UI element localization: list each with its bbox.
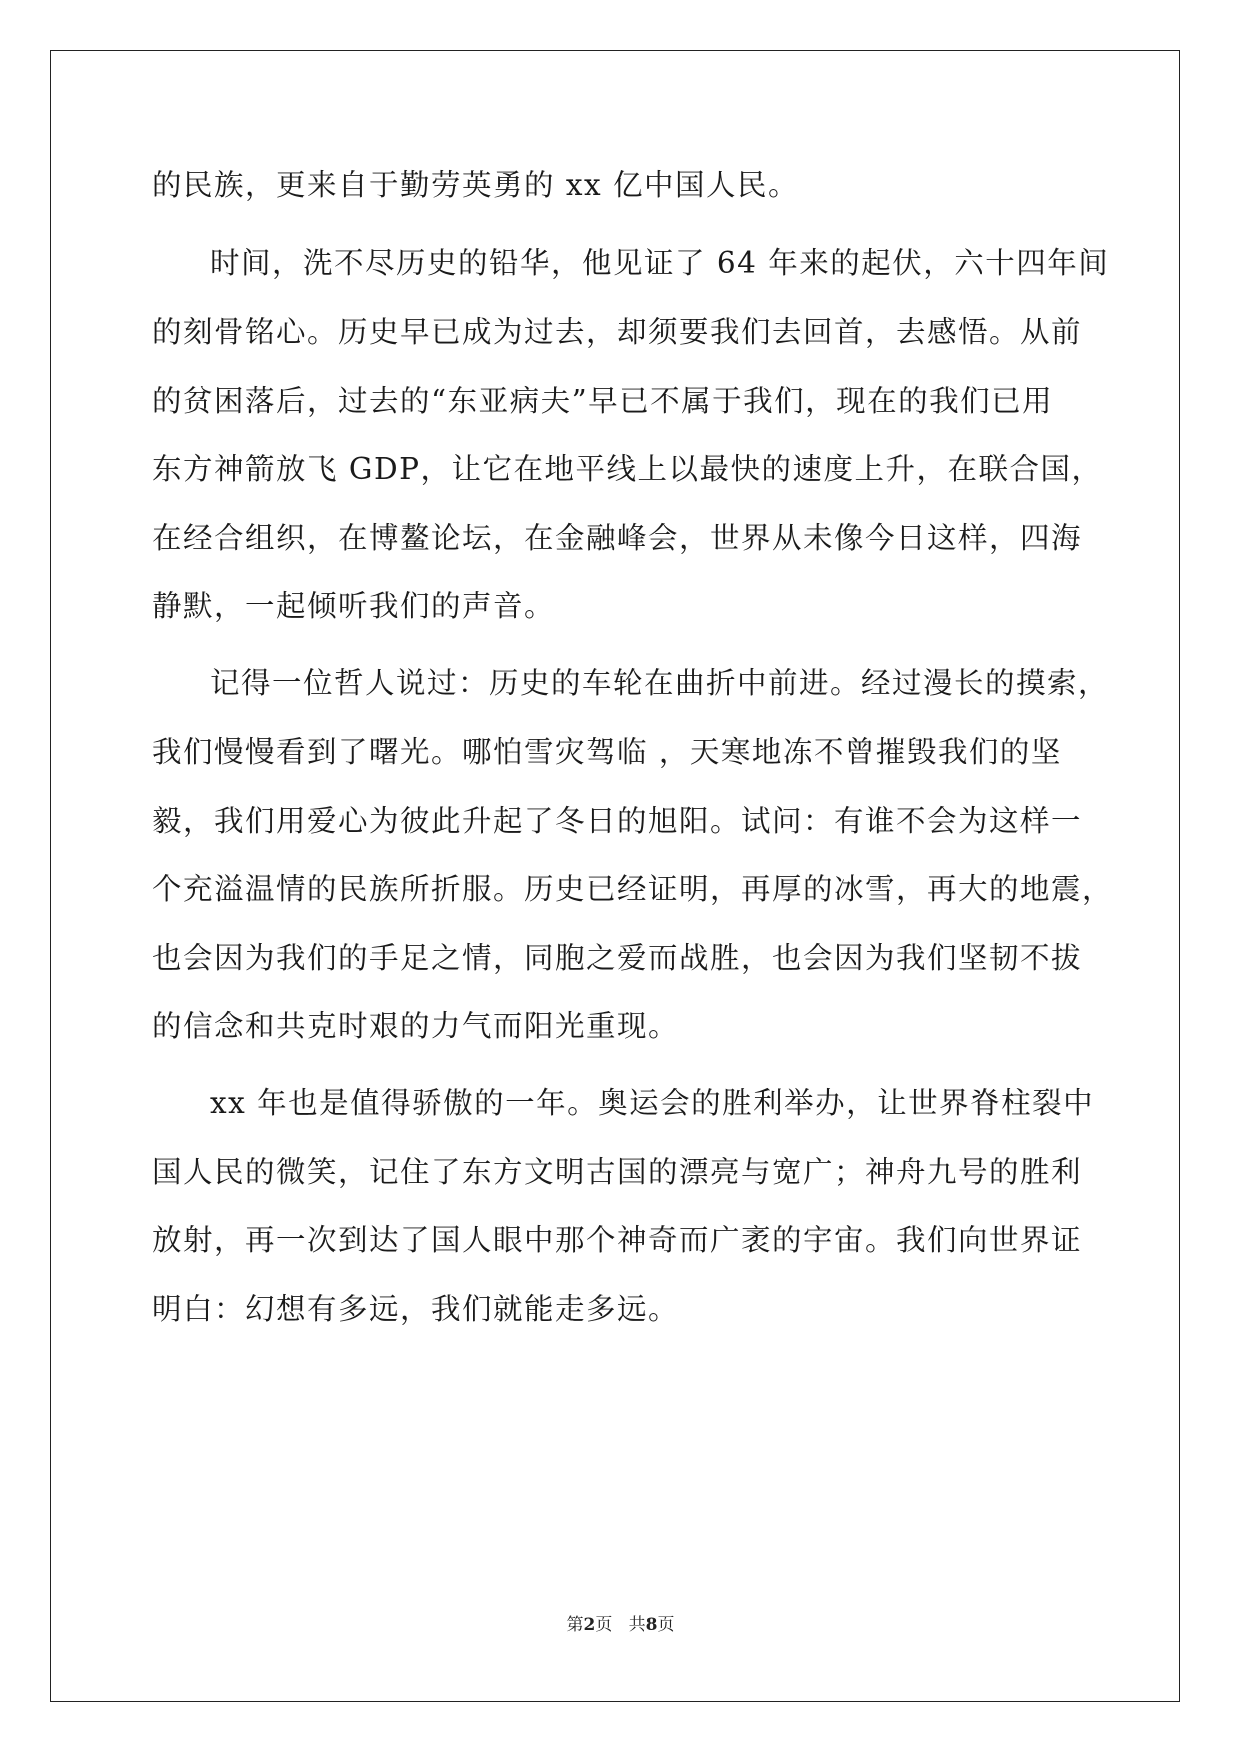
text-line: 个充溢温情的民族所折服。历史已经证明，再厚的冰雪，再大的地震，	[152, 872, 1114, 906]
text-line: 毅，我们用爱心为彼此升起了冬日的旭阳。试问：有谁不会为这样一	[152, 804, 1083, 838]
page-footer	[0, 1610, 1241, 1635]
text-line: 时间，洗不尽历史的铅华，他见证了 64 年来的起伏，六十四年间	[210, 246, 1110, 280]
text-line: 的信念和共克时艰的力气而阳光重现。	[152, 1009, 680, 1043]
footer-total-prefix: 共	[628, 1615, 646, 1635]
text-line: 放射，再一次到达了国人眼中那个神奇而广袤的宇宙。我们向世界证	[152, 1223, 1083, 1257]
text-line: 在经合组织，在博鳌论坛，在金融峰会，世界从未像今日这样，四海	[152, 521, 1083, 555]
text-line: 的贫困落后，过去的“东亚病夫”早已不属于我们，现在的我们已用	[152, 384, 1054, 418]
footer-page-prefix: 第	[566, 1615, 584, 1635]
text-line: 也会因为我们的手足之情，同胞之爱而战胜，也会因为我们坚韧不拔	[152, 941, 1083, 975]
text-line: 静默，一起倾听我们的声音。	[152, 589, 556, 623]
footer-page-suffix: 页	[595, 1615, 613, 1635]
text-line: 我们慢慢看到了曙光。哪怕雪灾驾临 ，天寒地冻不曾摧毁我们的坚	[152, 735, 1062, 769]
text-line: 的刻骨铭心。历史早已成为过去，却须要我们去回首，去感悟。从前	[152, 315, 1083, 349]
text-line: 的民族，更来自于勤劳英勇的 xx 亿中国人民。	[152, 168, 800, 202]
text-line: 明白：幻想有多远，我们就能走多远。	[152, 1292, 680, 1326]
text-line: 国人民的微笑，记住了东方文明古国的漂亮与宽广；神舟九号的胜利	[152, 1155, 1083, 1189]
text-line: xx 年也是值得骄傲的一年。奥运会的胜利举办，让世界脊柱裂中	[210, 1086, 1095, 1120]
footer-total-number: 8	[645, 1615, 658, 1635]
text-line: 记得一位哲人说过：历史的车轮在曲折中前进。经过漫长的摸索，	[210, 666, 1110, 700]
footer-total-suffix: 页	[657, 1615, 675, 1635]
footer-page-number: 2	[583, 1615, 596, 1635]
text-line: 东方神箭放飞 GDP，让它在地平线上以最快的速度上升，在联合国，	[152, 452, 1103, 486]
